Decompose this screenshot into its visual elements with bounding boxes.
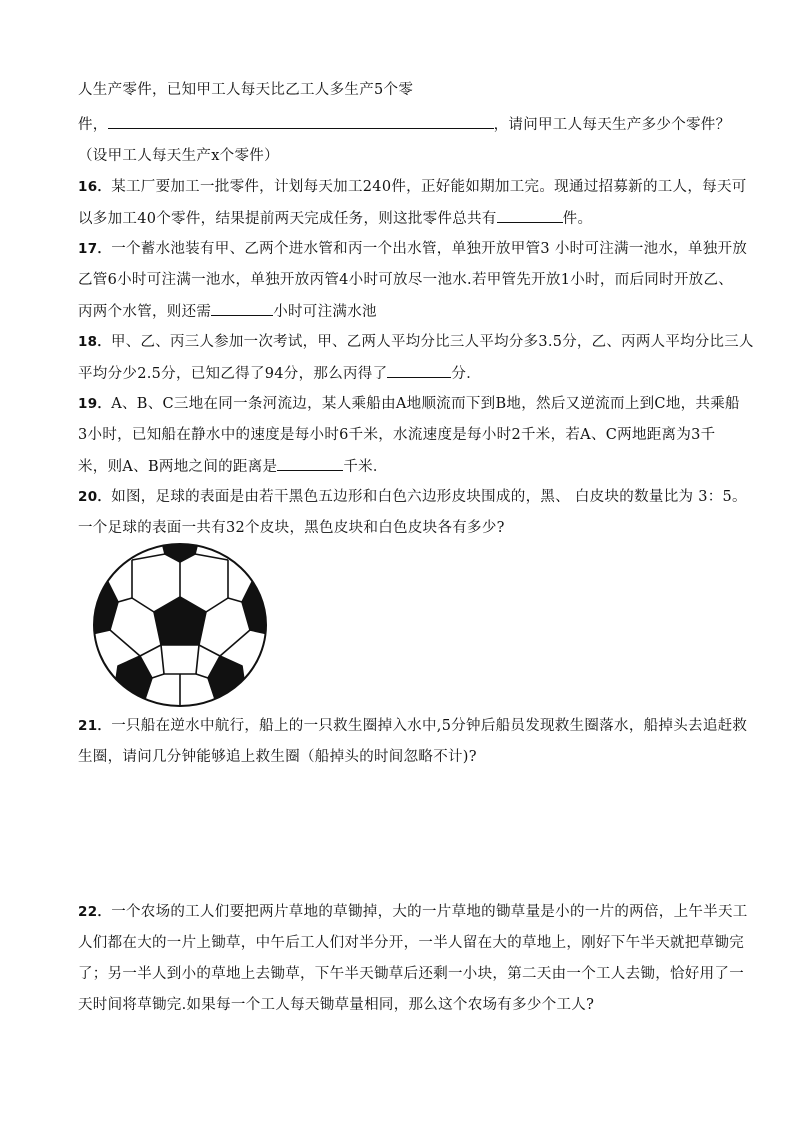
q20-number: 20． xyxy=(78,489,112,505)
q17-text3-suffix: 小时可注满水池 xyxy=(273,304,377,320)
q21-number: 21． xyxy=(78,718,112,734)
q15-line3: （设甲工人每天生产x个零件） xyxy=(78,148,279,164)
q22-line4: 天时间将草锄完.如果每一个工人每天锄草量相同，那么这个农场有多少个工人? xyxy=(78,997,595,1013)
q15-line2-suffix: ，请问甲工人每天生产多少个零件？ xyxy=(493,117,731,133)
q15-line2 xyxy=(78,114,730,135)
q17-line3 xyxy=(78,301,377,322)
q18-text2-prefix: 平均分少2.5分，已知乙得了94分，那么丙得了 xyxy=(78,366,388,382)
q15-answer-blank[interactable] xyxy=(108,114,494,129)
q21-line2: 生圈，请问几分钟能够追上救生圈（船掉头的时间忽略不计)? xyxy=(78,749,477,765)
q18-answer-blank[interactable] xyxy=(387,363,451,378)
q17-text3-prefix: 丙两个水管，则还需 xyxy=(78,304,212,320)
q20-text1: 如图，足球的表面是由若干黑色五边形和白色六边形皮块围成的，黑、 白皮块的数量比为 3：5。 xyxy=(111,489,747,505)
q17-number: 17． xyxy=(78,241,112,257)
q21-line1 xyxy=(78,716,747,736)
q22-number: 22． xyxy=(78,904,112,920)
q22-text1: 一个农场的工人们要把两片草地的草锄掉，大的一片草地的锄草量是小的一片的两倍，上午半天工 xyxy=(111,904,748,920)
q22-line3: 了；另一半人到小的草地上去锄草，下午半天锄草后还剩一小块，第二天由一个工人去锄，恰好用了一 xyxy=(78,966,744,982)
q19-answer-blank[interactable] xyxy=(277,456,343,471)
q18-number: 18． xyxy=(78,334,112,350)
q19-number: 19． xyxy=(78,396,112,412)
q16-line2 xyxy=(78,208,592,229)
q17-answer-blank[interactable] xyxy=(211,301,273,316)
q17-line2: 乙管6小时可注满一池水，单独开放丙管4小时可放尽一池水.若甲管先开放1小时，而后同时开放乙、 xyxy=(78,272,734,288)
q18-line1 xyxy=(78,332,754,352)
q16-answer-blank[interactable] xyxy=(497,208,563,223)
q20-line1 xyxy=(78,487,747,507)
q22-line2: 人们都在大的一片上锄草，中午后工人们对半分开，一半人留在大的草地上，刚好下午半天就把草锄完 xyxy=(78,935,744,951)
q17-text1: 一个蓄水池装有甲、乙两个进水管和丙一个出水管，单独开放甲管3 小时可注满一池水，单独开放 xyxy=(111,241,748,257)
q16-number: 16． xyxy=(78,179,112,195)
q16-text2-prefix: 以多加工40个零件，结果提前两天完成任务，则这批零件总共有 xyxy=(78,211,497,227)
q19-text3-suffix: 千米． xyxy=(343,459,388,475)
q19-text1: A、B、C三地在同一条河流边，某人乘船由A地顺流而下到B地，然后又逆流而上到C地，共乘船 xyxy=(111,396,740,412)
q16-text1: 某工厂要加工一批零件，计划每天加工240件，正好能如期加工完。现通过招募新的工人，每天可 xyxy=(111,179,747,195)
q15-line1: 人生产零件，已知甲工人每天比乙工人多生产5个零 xyxy=(78,82,414,98)
q18-text2-suffix: 分． xyxy=(451,366,482,382)
q19-line3 xyxy=(78,456,388,477)
q19-line1 xyxy=(78,394,740,414)
soccer-ball-icon xyxy=(92,542,268,708)
q21-text1: 一只船在逆水中航行，船上的一只救生圈掉入水中,5分钟后船员发现救生圈落水，船掉头去追赶救 xyxy=(111,718,748,734)
q19-text3-prefix: 米，则A、B两地之间的距离是 xyxy=(78,459,278,475)
q18-line2 xyxy=(78,363,481,384)
q22-line1 xyxy=(78,902,748,922)
q16-text2-suffix: 件。 xyxy=(562,211,593,227)
q20-line2: 一个足球的表面一共有32个皮块，黑色皮块和白色皮块各有多少? xyxy=(78,520,505,536)
q18-text1: 甲、乙、丙三人参加一次考试，甲、乙两人平均分比三人平均分多3.5分，乙、丙两人平均分比三人 xyxy=(111,334,754,350)
q17-line1 xyxy=(78,239,747,259)
q15-line2-prefix: 件， xyxy=(78,117,108,133)
q19-line2: 3小时，已知船在静水中的速度是每小时6千米，水流速度是每小时2千米，若A、C两地距离为3千 xyxy=(78,427,716,443)
q16-line1 xyxy=(78,177,747,197)
